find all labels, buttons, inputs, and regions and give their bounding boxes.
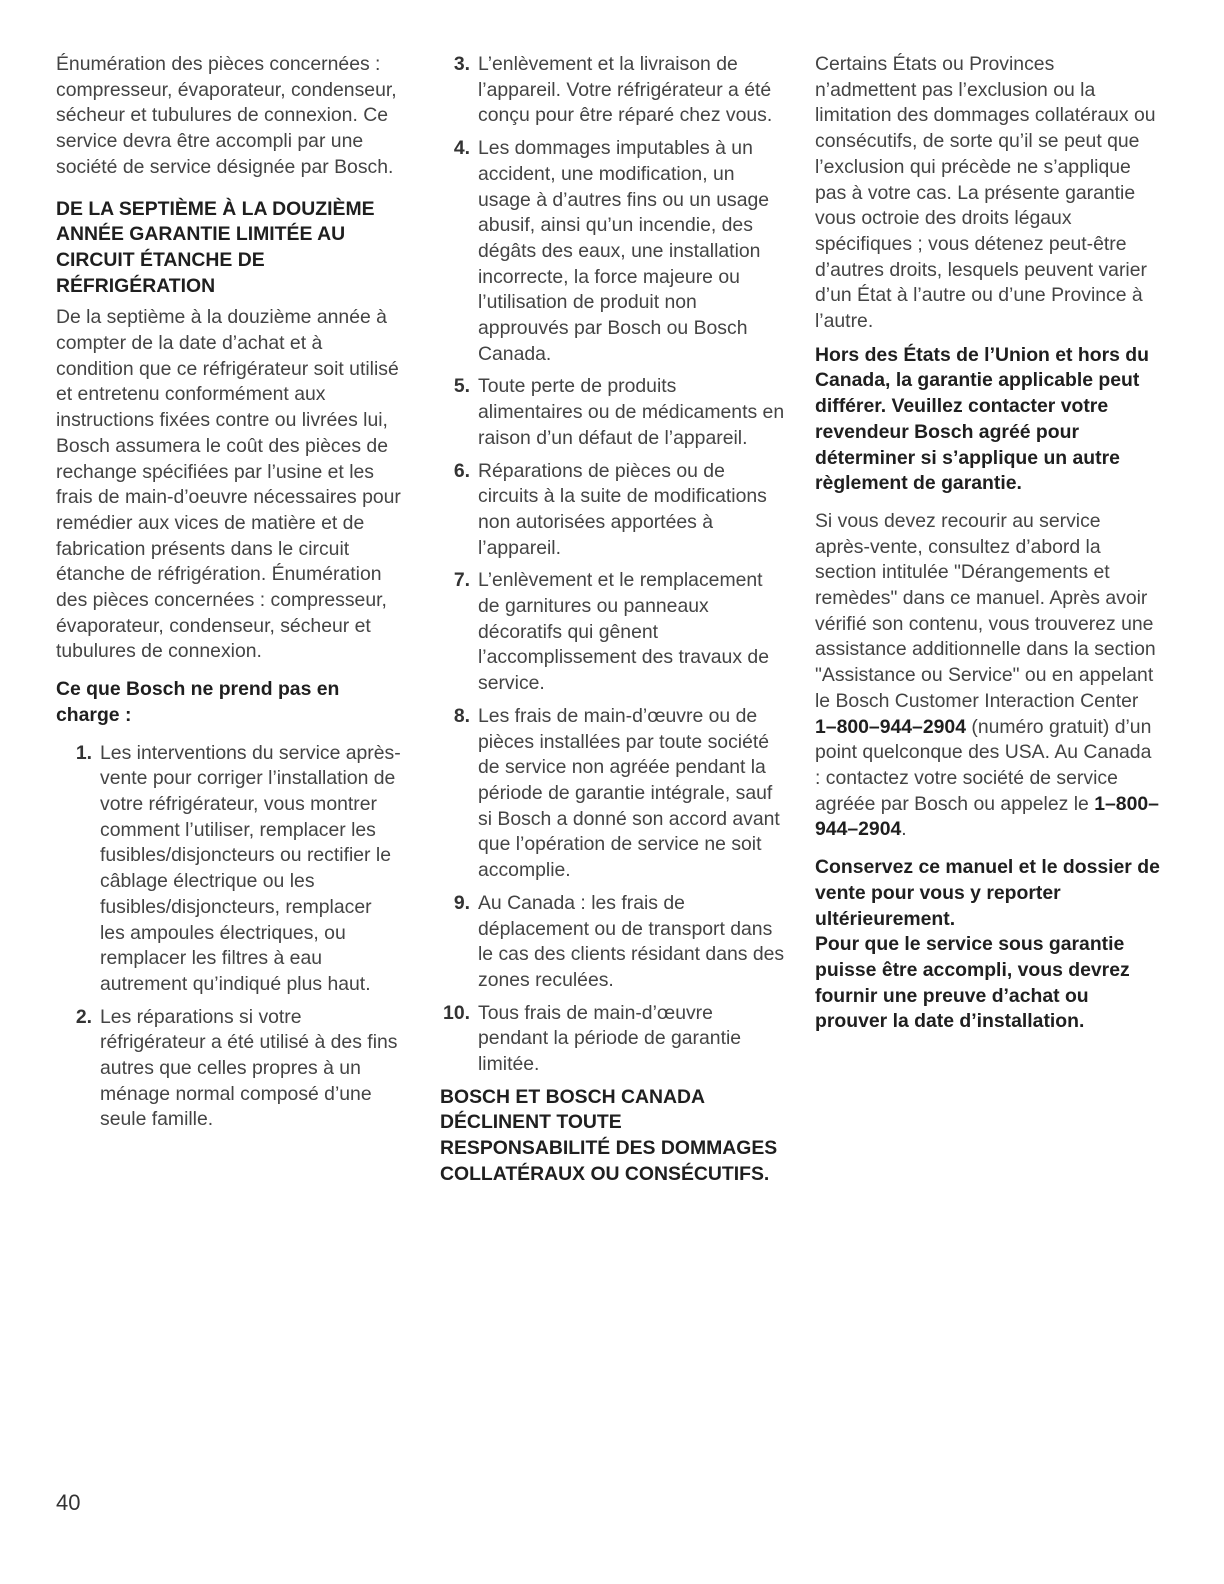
- exclusions-list-part1: [62, 741, 401, 1134]
- column-left: [56, 52, 401, 1140]
- column-middle: [440, 52, 785, 1194]
- column-right: [815, 52, 1160, 1035]
- outside-us-canada-notice: Hors des États de l’Union et hors du Canada, la garantie applicable peut différer. Veuillez contacter votre revendeur Bosch agréé pour déterminer si s’applique un autre règlement de garantie.: [815, 343, 1149, 495]
- intro-paragraph: Énumération des pièces concernées : compresseur, évaporateur, condenseur, sécheur et tubulures de connexion. Ce service devra être accompli par une société de service désignée par Bosch.: [56, 53, 397, 178]
- disclaimer-heading: BOSCH ET BOSCH CANADA DÉCLINENT TOUTE RESPONSABILITÉ DES DOMMAGES COLLATÉRAUX OU CONSÉCUTIFS.: [440, 1085, 778, 1185]
- sealed-system-paragraph: De la septième à la douzième année à compter de la date d’achat et à condition que ce réfrigérateur soit utilisé et entretenu conformément aux instructions fixées contre ou livrées lui, Bosch assumera le coût des pièces de rechange spécifiées par l’usine et les frais de main-d’oeuvre nécessaires pour remédier aux vices de matière et de fabrication présents dans le circuit étanche de réfrigération. Énumération des pièces concernées : compresseur, évaporateur, condenseur, sécheur et tubulures de connexion.: [56, 306, 401, 663]
- section-heading-sealed-system: DE LA SEPTIÈME À LA DOUZIÈME ANNÉE GARANTIE LIMITÉE AU CIRCUIT ÉTANCHE DE RÉFRIGÉRATION: [56, 197, 375, 297]
- list-item: 6. Réparations de pièces ou de circuits à la suite de modifications non autorisées apportées à l’appareil.: [453, 459, 767, 559]
- service-contact-paragraph: Si vous devez recourir au service après-vente, consultez d’abord la section intitulée "Dérangements et remèdes" dans ce manuel. Après avoir vérifié son contenu, vous trouverez une assistance additionnelle dans la section "Assistance ou Service" ou en appelant le Bosch Customer Interaction Center 1–800–944–2904 (numéro gratuit) d’un point quelconque des USA. Au Canada : contactez votre société de service agréée par Bosch ou appelez le 1–800–944–2904.: [815, 509, 1159, 841]
- list-item: 9. Au Canada : les frais de déplacement ou de transport dans le cas des clients résidant dans des zones reculées.: [453, 891, 785, 991]
- list-item: 7. L’enlèvement et le remplacement de garnitures ou panneaux décoratifs qui gênent l’accomplissement des travaux de service.: [453, 569, 769, 695]
- page-number: 40: [56, 1490, 81, 1515]
- exclusions-list-part2: [440, 52, 785, 1078]
- list-item: 10. Tous frais de main-d’œuvre pendant la période de garantie limitée.: [443, 1001, 742, 1076]
- phone-number-canada: 1–800–944–2904: [815, 792, 1159, 841]
- keep-manual-notice: Conservez ce manuel et le dossier de vente pour vous y reporter ultérieurement.: [815, 856, 1160, 930]
- phone-number-us: 1–800–944–2904: [815, 715, 966, 738]
- list-item: 2. Les réparations si votre réfrigérateur a été utilisé à des fins autres que celles propres à un ménage normal composé d’une seule famille.: [75, 1005, 398, 1131]
- exclusions-heading: Ce que Bosch ne prend pas en charge :: [56, 678, 340, 726]
- list-item: 4. Les dommages imputables à un accident, une modification, un usage à d’autres fins ou un usage abusif, ainsi qu’un incendie, des dégâts des eaux, une installation incorrecte, la force majeure ou l’utilisation de produit non approuvés par Bosch ou Bosch Canada.: [453, 137, 770, 365]
- jurisdiction-paragraph: Certains États ou Provinces n’admettent pas l’exclusion ou la limitation des dommages collatéraux ou consécutifs, de sorte qu’il se peut que l’exclusion qui précède ne s’applique pas à votre cas. La présente garantie vous octroie des droits légaux spécifiques ; vous détenez peut-être d’autres droits, lesquels peuvent varier d’un État à l’autre ou d’une Province à l’autre.: [815, 53, 1156, 333]
- list-item: 8. Les frais de main-d’œuvre ou de pièces installées par toute société de service non agréée pendant la période de garantie intégrale, sauf si Bosch a donné son accord avant que l’opération de service ne soit accomplie.: [453, 704, 780, 882]
- list-item: 1. Les interventions du service après-vente pour corriger l’installation de votre réfrigérateur, vous montrer comment l’utiliser, remplacer les fusibles/disjoncteurs ou rectifier le câblage électrique ou les fusibles/disjoncteurs, remplacer les ampoules électriques, ou remplacer les filtres à eau autrement qu’indiqué plus haut.: [75, 741, 401, 995]
- proof-of-purchase-notice: Pour que le service sous garantie puisse être accompli, vous devrez fournir une preuve d’achat ou prouver la date d’installation.: [815, 933, 1130, 1033]
- list-item: 3. L’enlèvement et la livraison de l’appareil. Votre réfrigérateur a été conçu pour être réparé chez vous.: [453, 53, 773, 127]
- list-item: 5. Toute perte de produits alimentaires ou de médicaments en raison d’un défaut de l’appareil.: [453, 375, 785, 449]
